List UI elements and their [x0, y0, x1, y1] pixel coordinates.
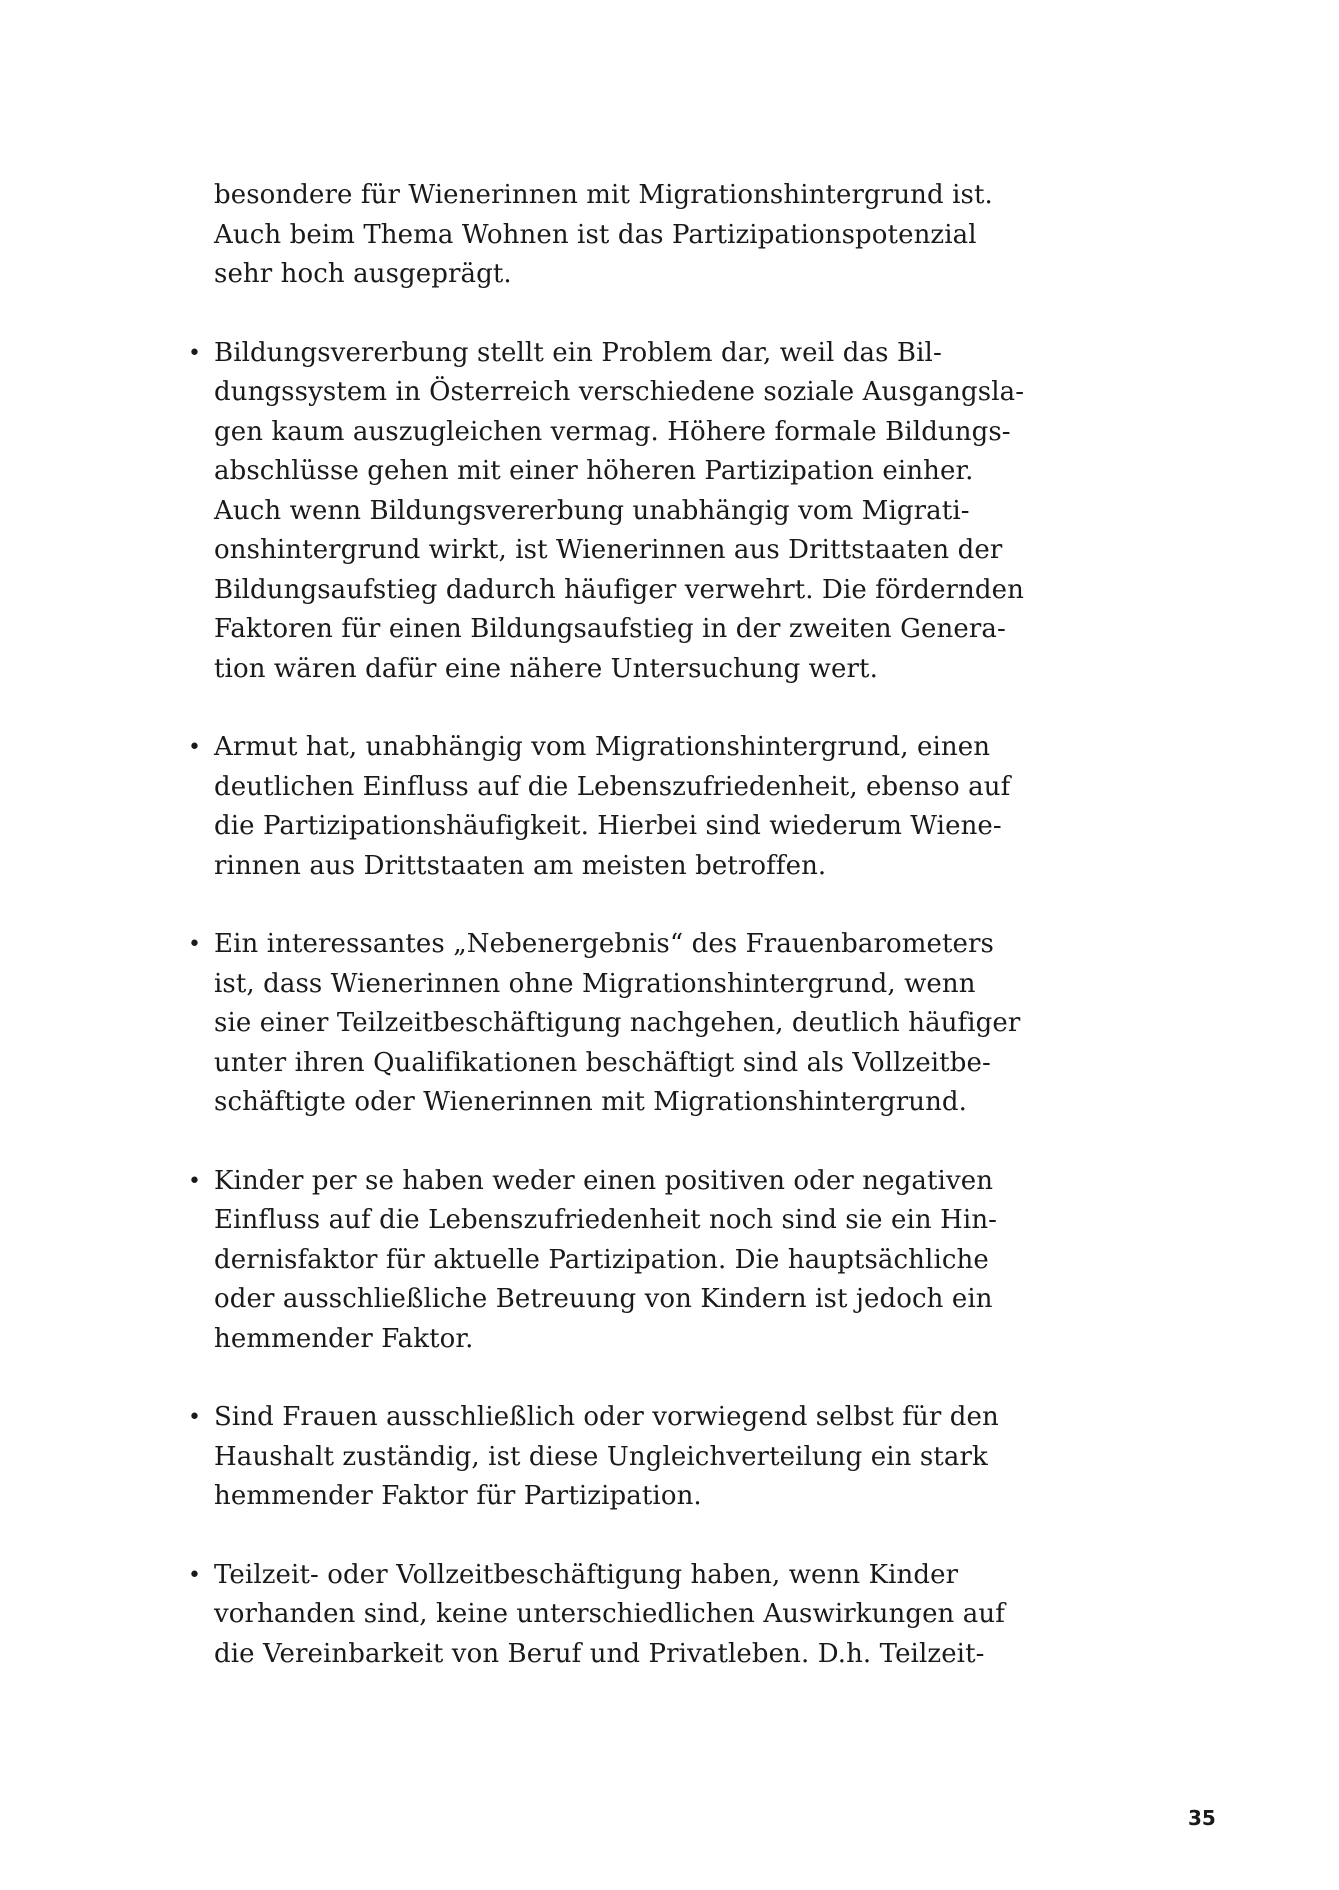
- text-line: gen kaum auszugleichen vermag. Höhere formale Bildungs-: [214, 416, 1011, 447]
- text-line: dernisfaktor für aktuelle Partizipation. Die hauptsächliche: [214, 1244, 989, 1275]
- text-line: Ein interessantes „Nebenergebnis“ des Frauenbarometers: [214, 929, 994, 959]
- bullet-item-haushalt: [188, 1398, 999, 1517]
- text-line: abschlüsse gehen mit einer höheren Partizipation einher.: [214, 456, 974, 486]
- bullet-item-teilzeit: [188, 1556, 1005, 1675]
- text-line: sie einer Teilzeitbeschäftigung nachgehen, deutlich häufiger: [214, 1008, 1021, 1038]
- text-line: Sind Frauen ausschließlich oder vorwiegend selbst für den: [214, 1402, 999, 1432]
- text-line: oder ausschließliche Betreuung von Kindern ist jedoch ein: [214, 1284, 993, 1314]
- bullet-item-bildungsvererbung: [188, 334, 1025, 690]
- bullet-item-armut: [188, 728, 1011, 886]
- text-line: rinnen aus Drittstaaten am meisten betroffen.: [214, 850, 827, 881]
- bullet-icon: •: [188, 1405, 202, 1430]
- text-line: Armut hat, unabhängig vom Migrationshintergrund, einen: [214, 732, 991, 762]
- text-line: die Vereinbarkeit von Beruf und Privatleben. D.h. Teilzeit-: [214, 1638, 985, 1669]
- bullet-icon: •: [188, 1562, 202, 1588]
- page-number: 35: [1188, 1806, 1216, 1830]
- text-line: Bildungsvererbung stellt ein Problem dar, weil das Bil-: [214, 337, 942, 368]
- text-line: Einfluss auf die Lebenszufriedenheit noch sind sie ein Hin-: [214, 1205, 998, 1235]
- text-line: Kinder per se haben weder einen positiven oder negativen: [214, 1165, 994, 1196]
- bullet-item-nebenergebnis: [188, 925, 1021, 1123]
- text-line: ist, dass Wienerinnen ohne Migrationshintergrund, wenn: [214, 968, 976, 999]
- text-line: die Partizipationshäufigkeit. Hierbei sind wiederum Wiene-: [214, 811, 1002, 841]
- text-line: Auch beim Thema Wohnen ist das Partizipationspotenzial: [214, 219, 977, 250]
- text-line: Haushalt zuständig, ist diese Ungleichverteilung ein stark: [214, 1441, 988, 1472]
- text-line: hemmender Faktor.: [214, 1323, 474, 1354]
- text-line: Bildungsaufstieg dadurch häufiger verwehrt. Die fördernden: [214, 574, 1024, 605]
- body-text: [188, 176, 1025, 1713]
- text-line: Auch wenn Bildungsvererbung unabhängig vom Migrati-: [214, 495, 970, 526]
- text-line: Teilzeit- oder Vollzeitbeschäftigung haben, wenn Kinder: [214, 1559, 959, 1590]
- text-line: schäftigte oder Wienerinnen mit Migrationshintergrund.: [214, 1087, 968, 1117]
- text-line: dungssystem in Österreich verschiedene soziale Ausgangsla-: [214, 377, 1025, 407]
- text-line: unter ihren Qualifikationen beschäftigt sind als Vollzeitbe-: [214, 1047, 991, 1078]
- text-line: onshintergrund wirkt, ist Wienerinnen aus Drittstaaten der: [214, 535, 1003, 565]
- bullet-item-kinder: [188, 1162, 998, 1360]
- text-line: deutlichen Einfluss auf die Lebenszufriedenheit, ebenso auf: [214, 771, 1011, 802]
- text-line: hemmender Faktor für Partizipation.: [214, 1481, 702, 1511]
- text-line: vorhanden sind, keine unterschiedlichen Auswirkungen auf: [214, 1599, 1005, 1629]
- text-line: sehr hoch ausgeprägt.: [214, 259, 512, 289]
- text-line: besondere für Wienerinnen mit Migrationshintergrund ist.: [214, 180, 993, 210]
- bullet-icon: •: [188, 735, 202, 760]
- text-line: tion wären dafür eine nähere Untersuchung wert.: [214, 653, 878, 684]
- bullet-icon: •: [188, 932, 202, 957]
- bullet-icon: •: [188, 1168, 202, 1194]
- text-line: Faktoren für einen Bildungsaufstieg in der zweiten Genera-: [214, 614, 1006, 644]
- intro-paragraph: [214, 176, 993, 295]
- bullet-icon: •: [188, 340, 202, 366]
